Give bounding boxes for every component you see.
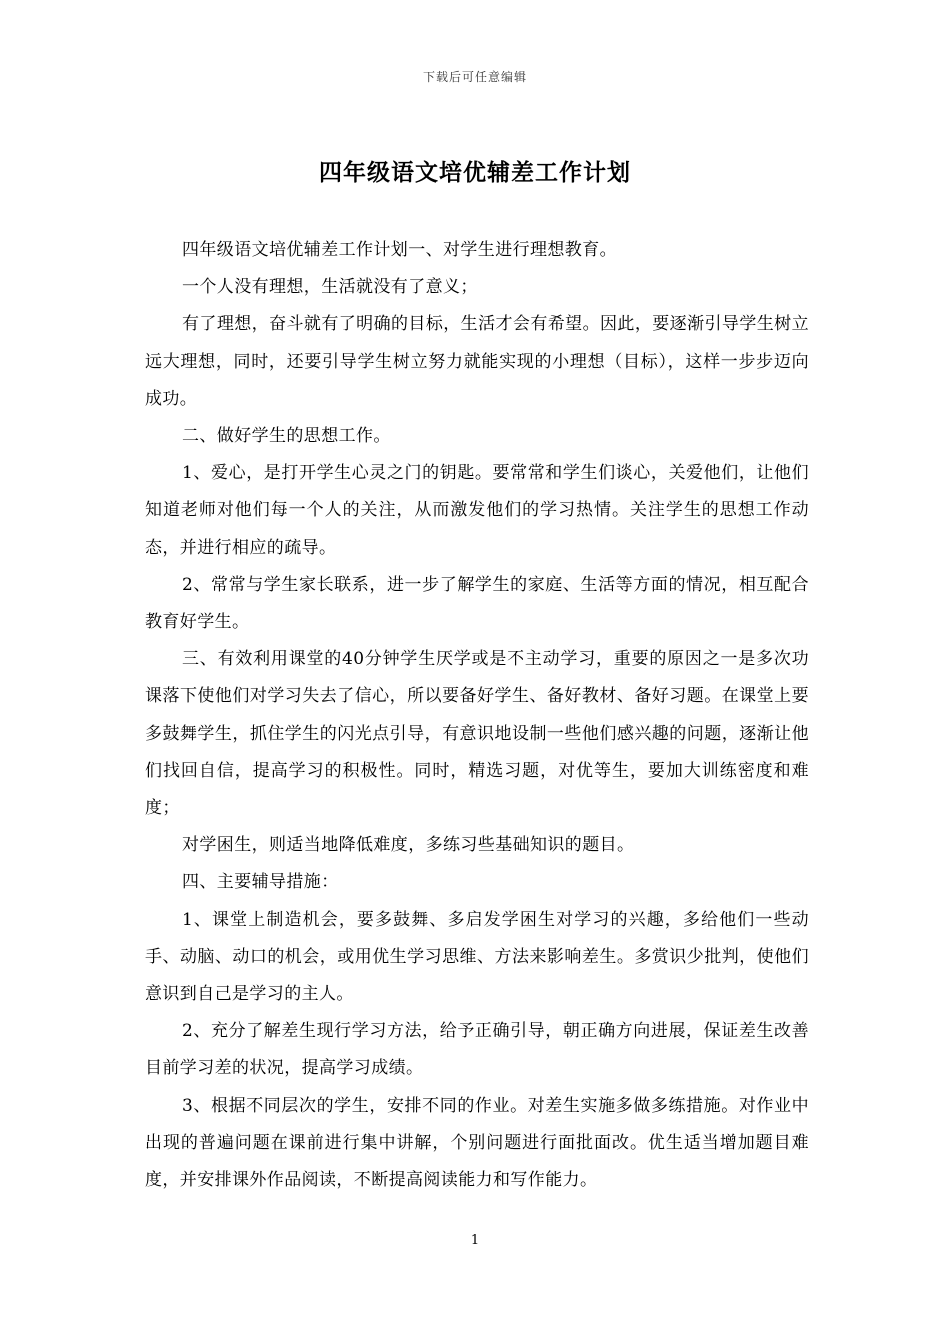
paragraph-2: 一个人没有理想，生活就没有了意义；: [182, 277, 478, 298]
paragraph-12: 3、根据不同层次的学生，安排不同的作业。对差生实施多做多练措施。对作业中出现的普遍问题在课前进行集中讲解，个别问题进行面批面改。优生适当增加题目难度，并安排课外作品阅读，不断提高阅读能力和写作能力。: [145, 1095, 809, 1191]
paragraph-1: 四年级语文培优辅差工作计划一、对学生进行理想教育。: [182, 240, 617, 260]
page-number: 1: [470, 1233, 480, 1248]
header-note: 下载后可任意编辑: [422, 70, 527, 84]
paragraph-9: 四、主要辅导措施：: [182, 872, 339, 893]
paragraph-6: 2、常常与学生家长联系，进一步了解学生的家庭、生活等方面的情况，相互配合教育好学生。: [145, 574, 809, 633]
paragraph-3: 有了理想，奋斗就有了明确的目标，生活才会有希望。因此，要逐渐引导学生树立远大理想，同时，还要引导学生树立努力就能实现的小理想（目标），这样一步步迈向成功。: [145, 314, 809, 409]
paragraph-5: 1、爱心，是打开学生心灵之门的钥匙。要常常和学生们谈心，关爱他们，让他们知道老师对他们每一个人的关注，从而激发他们的学习热情。关注学生的思想工作动态，并进行相应的疏导。: [145, 463, 809, 558]
paragraph-7: 三、有效利用课堂的40分钟学生厌学或是不主动学习，重要的原因之一是多次功课落下使他们对学习失去了信心，所以要备好学生、备好教材、备好习题。在课堂上要多鼓舞学生，抓住学生的闪光点引导，有意识地设制一些他们感兴趣的问题，逐渐让他们找回自信，提高学习的积极性。同时，精选习题，对优等生，要加大训练密度和难度；: [145, 649, 809, 819]
paragraph-8: 对学困生，则适当地降低难度，多练习些基础知识的题目。: [182, 835, 635, 856]
document-body: [145, 232, 809, 1199]
paragraph-4: 二、做好学生的思想工作。: [182, 426, 391, 447]
paragraph-11: 2、充分了解差生现行学习方法，给予正确引导，朝正确方向进展，保证差生改善目前学习差的状况，提高学习成绩。: [145, 1021, 809, 1079]
paragraph-10: 1、课堂上制造机会，要多鼓舞、多启发学困生对学习的兴趣，多给他们一些动手、动脑、动口的机会，或用优生学习思维、方法来影响差生。多赏识少批判，使他们意识到自己是学习的主人。: [145, 909, 809, 1005]
document-title: 四年级语文培优辅差工作计划: [319, 159, 631, 186]
